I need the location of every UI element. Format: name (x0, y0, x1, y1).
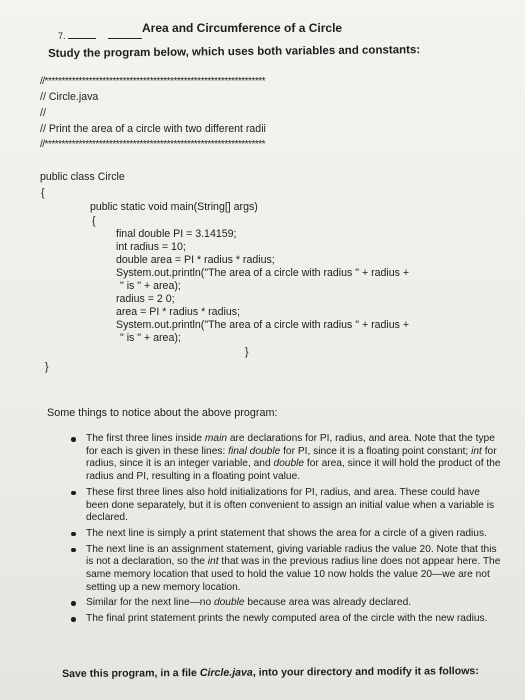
list-item (72, 544, 502, 595)
code-line: // (40, 107, 46, 119)
code-line: radius = 2 0; (116, 293, 175, 305)
intro-text: Study the program below, which uses both variables and constants: (48, 44, 421, 60)
answer-blank (108, 38, 142, 39)
code-line: { (92, 215, 96, 227)
bullet-emphasis: int (207, 556, 219, 568)
code-line: final double PI = 3.14159; (116, 228, 237, 240)
code-line: //***************************************************************** (40, 76, 266, 87)
code-line: " is " + area); (120, 280, 181, 292)
list-item (72, 597, 502, 610)
save-text: Save this program, in a file (62, 667, 200, 680)
bullet-text: The first three lines inside (86, 433, 205, 444)
code-line: } (45, 361, 49, 373)
code-line: //***************************************************************** (40, 139, 266, 150)
notice-heading: Some things to notice about the above program: (47, 407, 278, 419)
code-line: public static void main(String[] args) (90, 201, 258, 213)
code-line: System.out.println("The area of a circle with radius " + radius + (116, 267, 410, 279)
save-instruction (62, 665, 479, 680)
answer-blank (68, 38, 96, 39)
bullet-emphasis: final double (228, 445, 281, 457)
bullet-text: Similar for the next line—no (86, 597, 214, 609)
bullet-text: for PI, since it is a floating point constant; (280, 445, 472, 457)
bullet-text: These first three lines also hold initializations for PI, radius, and area. These could have been done separately, but it is often convenient to assign an initial value when a variable is declared. (86, 486, 495, 524)
list-item (72, 528, 502, 541)
bullet-emphasis: int (471, 445, 482, 457)
bullet-text: because area was already declared. (244, 597, 412, 609)
filename: Circle.java (199, 666, 253, 680)
list-item (72, 613, 502, 626)
header (0, 19, 525, 39)
bullet-text: for radius, since it is an integer variable, and (86, 445, 497, 470)
code-line: double area = PI * radius * radius; (116, 254, 275, 266)
code-line: // Print the area of a circle with two different radii (40, 123, 266, 135)
bullet-text: The next line is simply a print statement that shows the area for a circle of a given radius. (86, 527, 487, 539)
bullet-emphasis: main (204, 433, 228, 444)
bullet-emphasis: double (273, 458, 305, 470)
notes-list (72, 433, 502, 629)
bullet-emphasis: double (213, 597, 245, 609)
code-line: { (41, 187, 45, 199)
code-line: area = PI * radius * radius; (116, 306, 240, 318)
bullet-text: are declarations for PI, radius, and area. Note that the type for each is given in these lines: (86, 433, 495, 457)
code-line: public class Circle (40, 171, 125, 183)
code-line: } (245, 346, 249, 358)
bullet-text: The next line is an assignment statement, giving variable radius the value 20. Note that this is not a declaration, so the (86, 543, 497, 568)
list-item (72, 487, 502, 525)
bullet-text: that was in the previous radius line does not appear here. The same memory location that used to hold the value 10 now holds the value 20—we are not setting up a new memory location. (86, 556, 501, 593)
code-line: System.out.println("The area of a circle with radius " + radius + (116, 319, 410, 331)
save-text: , into your directory and modify it as follows: (252, 665, 479, 679)
code-line: int radius = 10; (116, 241, 186, 253)
bullet-text: for area, since it will hold the product of the radius and PI, resulting in a floating point value. (86, 458, 501, 483)
list-item (72, 433, 502, 484)
page-title: Area and Circumference of a Circle (142, 21, 343, 35)
question-number: 7. (58, 31, 66, 41)
code-line: // Circle.java (40, 91, 99, 103)
code-line: " is " + area); (120, 332, 181, 344)
bullet-text: The final print statement prints the newly computed area of the circle with the new radius. (86, 613, 488, 625)
